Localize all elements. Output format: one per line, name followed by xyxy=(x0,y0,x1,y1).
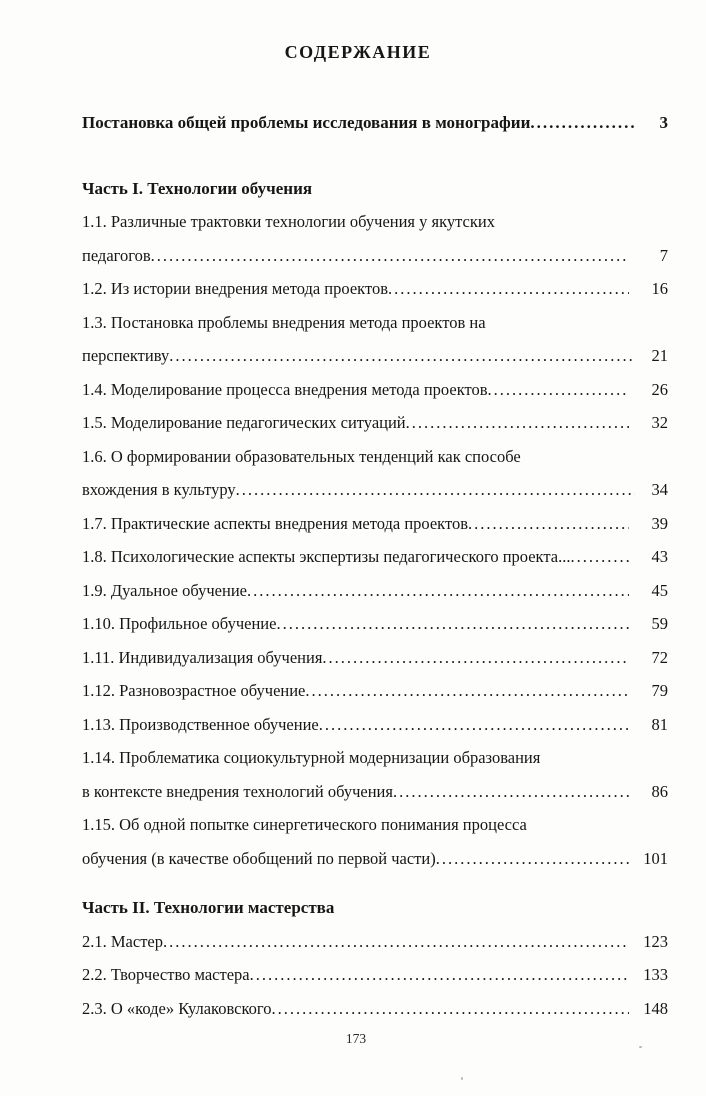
toc-entry xyxy=(82,925,668,959)
toc-entry xyxy=(82,106,668,140)
toc-entry-text: 1.15. Об одной попытке синергетического понимания процесса xyxy=(82,815,527,834)
toc-page-number: 43 xyxy=(651,547,668,566)
toc-page-number: 81 xyxy=(651,714,668,734)
toc-page-number: 123 xyxy=(643,931,668,951)
toc-page-number: 148 xyxy=(643,998,668,1018)
toc-entry xyxy=(82,306,668,340)
toc-entry-text: 1.2. Из истории внедрения метода проектов xyxy=(82,279,388,298)
toc-entry-continuation xyxy=(82,239,668,273)
page-title: СОДЕРЖАНИЕ xyxy=(284,42,432,62)
dot-leader xyxy=(388,272,629,306)
toc-page-number: 72 xyxy=(651,647,668,667)
toc-entry-continuation xyxy=(82,473,668,507)
toc-entry-text: Постановка общей проблемы исследования в монографии xyxy=(82,113,531,132)
dot-leader xyxy=(163,925,629,959)
dot-leader xyxy=(247,574,629,608)
toc-page-number: 26 xyxy=(651,379,668,399)
toc-entry xyxy=(82,507,668,541)
dot-leader xyxy=(530,106,635,140)
dot-leader xyxy=(250,958,629,992)
dot-leader xyxy=(319,708,629,742)
toc-page-number: 7 xyxy=(659,245,668,265)
section-heading: Часть I. Технологии обучения xyxy=(82,178,313,198)
dot-leader xyxy=(570,540,629,574)
toc-page-number: 101 xyxy=(643,848,668,868)
toc-entry-text: 1.8. Психологические аспекты экспертизы педагогического проекта... xyxy=(82,547,571,566)
toc-entry xyxy=(82,607,668,641)
toc-entry-text: 1.7. Практические аспекты внедрения метода проектов xyxy=(82,513,469,533)
toc-entry xyxy=(82,741,668,775)
dot-leader xyxy=(468,507,629,541)
toc-entry-text: 1.13. Производственное обучение xyxy=(82,714,319,734)
dot-leader xyxy=(272,992,629,1026)
toc-entry-continuation xyxy=(82,842,668,876)
toc-entry xyxy=(82,540,668,574)
toc-entry xyxy=(82,373,668,407)
toc-entry-text: 1.14. Проблематика социокультурной модернизации образования xyxy=(82,748,541,767)
toc-page-number: 45 xyxy=(651,580,668,600)
toc-entry xyxy=(82,574,668,608)
dot-leader xyxy=(406,406,629,440)
toc-entry xyxy=(82,958,668,992)
toc-page-number: 32 xyxy=(651,413,668,432)
toc-entry xyxy=(82,808,668,842)
toc-entry-text: обучения (в качестве обобщений по первой части) xyxy=(82,848,436,868)
toc-entry xyxy=(82,992,668,1026)
toc-entry xyxy=(82,708,668,742)
dot-leader xyxy=(322,641,629,675)
toc-entry-text: 2.3. О «коде» Кулаковского xyxy=(82,998,272,1018)
toc-page-number: 79 xyxy=(651,681,668,700)
toc-entry-text: 1.10. Профильное обучение xyxy=(82,614,277,633)
toc-entry-text: 1.1. Различные трактовки технологии обучения у якутских xyxy=(82,212,495,231)
toc-entry-text: 1.12. Разновозрастное обучение xyxy=(82,681,306,700)
section-heading: Часть II. Технологии мастерства xyxy=(82,898,335,917)
toc-entry-text: 1.6. О формировании образовательных тенденций как способе xyxy=(82,446,521,466)
toc-entry-continuation xyxy=(82,339,668,373)
scan-artifact xyxy=(639,1046,642,1048)
toc-entry-text: в контексте внедрения технологий обучения xyxy=(82,781,393,801)
dot-leader xyxy=(169,339,635,373)
toc-page-number: 59 xyxy=(651,614,668,633)
toc-entry-text: 2.2. Творчество мастера xyxy=(82,965,250,984)
toc-entry-text: 1.5. Моделирование педагогических ситуаций xyxy=(82,413,406,432)
toc-page-number: 21 xyxy=(651,346,668,365)
scan-artifact xyxy=(461,1077,463,1080)
dot-leader xyxy=(151,239,629,273)
toc-page-number: 39 xyxy=(651,513,668,533)
toc-entry xyxy=(82,674,668,708)
toc-entry-text: 1.11. Индивидуализация обучения xyxy=(82,647,323,667)
toc-entry-text: вхождения в культуру xyxy=(82,480,236,499)
toc-entry xyxy=(82,205,668,239)
footer-page-number: 173 xyxy=(345,1031,367,1046)
toc-entry-continuation xyxy=(82,775,668,809)
dot-leader xyxy=(436,842,629,876)
dot-leader xyxy=(488,373,629,407)
dot-leader xyxy=(276,607,629,641)
toc-entry-text: 2.1. Мастер xyxy=(82,931,163,951)
toc-entry-text: 1.9. Дуальное обучение xyxy=(82,580,247,600)
toc-page-number: 86 xyxy=(651,781,668,801)
toc-entry xyxy=(82,440,668,474)
dot-leader xyxy=(236,473,635,507)
toc-page-number: 133 xyxy=(643,965,668,984)
toc-entry-text: перспективу xyxy=(82,346,170,365)
toc-entry xyxy=(82,641,668,675)
toc-entry xyxy=(82,406,668,440)
dot-leader xyxy=(393,775,629,809)
toc-page-number: 3 xyxy=(659,113,668,132)
toc-entry-text: 1.3. Постановка проблемы внедрения метода проектов на xyxy=(82,312,486,332)
toc-page-number: 16 xyxy=(651,279,668,298)
toc-page-number: 34 xyxy=(651,480,668,499)
toc-entry-text: педагогов xyxy=(82,245,151,265)
dot-leader xyxy=(305,674,629,708)
toc-entry xyxy=(82,272,668,306)
toc-entry-text: 1.4. Моделирование процесса внедрения метода проектов xyxy=(82,379,488,399)
